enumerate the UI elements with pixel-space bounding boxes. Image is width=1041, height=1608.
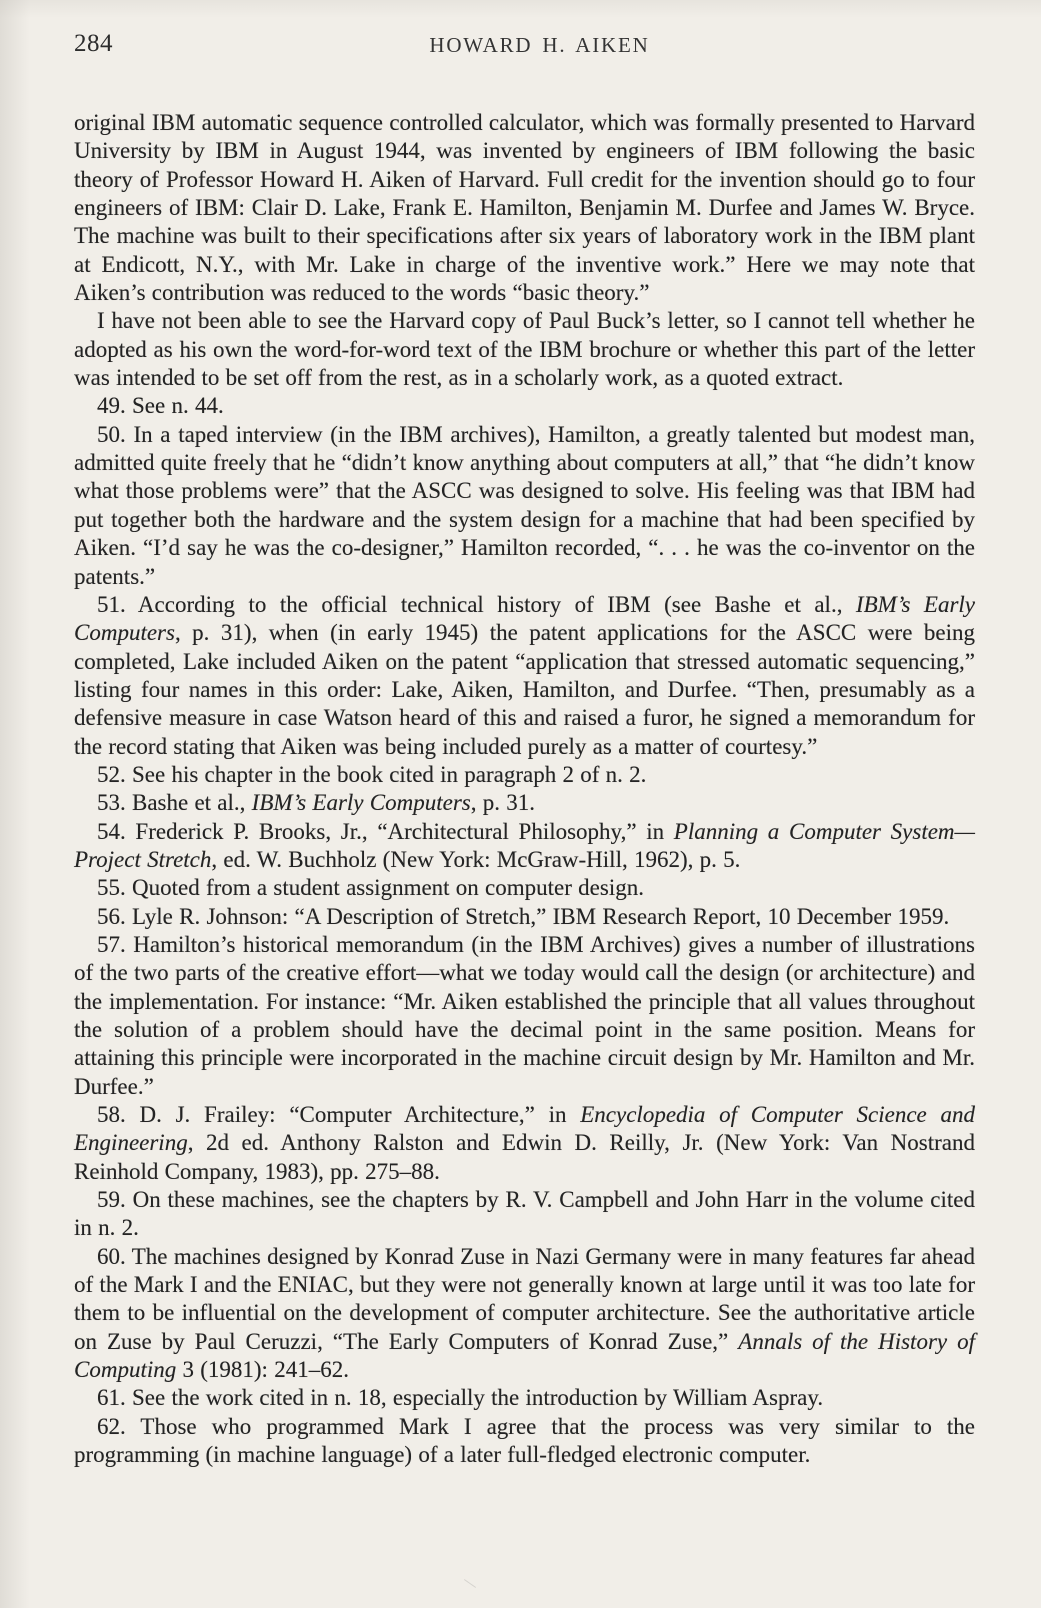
intro-continuation-paragraph (74, 109, 975, 307)
note-59 (74, 1186, 975, 1243)
text-run: 60. The machines designed by Konrad Zuse in Nazi Germany were in many features far ahead of the Mark I and the ENIAC, but they were not generally known at large until it was too late for them to be influential on the development of computer architecture. See the authoritative article on Zuse by Paul Ceruzzi, “The Early Computers of Konrad Zuse,” (74, 1243, 975, 1354)
text-run: 56. Lyle R. Johnson: “A Description of Stretch,” IBM Research Report, 10 December 1959. (97, 903, 950, 929)
note-56 (74, 903, 975, 931)
note-62 (74, 1413, 975, 1470)
italic-title-text: Annals of the History of Computing (74, 1328, 975, 1383)
text-run: 55. Quoted from a student assignment on computer design. (97, 875, 644, 901)
note-49 (74, 392, 975, 420)
text-run: 58. D. J. Frailey: “Computer Architecture,” in (97, 1102, 581, 1128)
text-run: 54. Frederick P. Brooks, Jr., “Architectural Philosophy,” in (97, 818, 674, 844)
italic-title-text: Planning a Computer System—Project Stretch (74, 818, 975, 872)
italic-title-text: Encyclopedia of Computer Science and Engineering (74, 1102, 975, 1156)
note-55 (74, 874, 975, 902)
text-run: 50. In a taped interview (in the IBM archives), Hamilton, a greatly talented but modest man, admitted quite freely that he “didn’t know anything about computers at all,” that “he didn’t know what those problems were” that the ASCC was designed to solve. His feeling was that IBM had put together both the hardware and the system design for a machine that had been specified by Aiken. “I’d say he was the co-designer,” Hamilton recorded, “. . . he was the co-inventor on the patents.” (74, 421, 975, 589)
text-run: original IBM automatic sequence controlled calculator, which was formally presented to Harvard University by IBM in August 1944, was invented by engineers of IBM following the basic theory of Professor Howard H. Aiken of Harvard. Full credit for the invention should go to four engineers of IBM: Clair D. Lake, Frank E. Hamilton, Benjamin M. Durfee and James W. Bryce. The machine was built to their specifications after six years of laboratory work in the IBM plant at Endicott, N.Y., with Mr. Lake in charge of the inventive work.” Here we may note that Aiken’s contribution was reduced to the words “basic theory.” (74, 110, 975, 306)
note-52 (74, 761, 975, 789)
text-run: I have not been able to see the Harvard copy of Paul Buck’s letter, so I cannot tell whether he adopted as his own the word-for-word text of the IBM brochure or whether this part of the letter was intended to be set off from the rest, as in a scholarly work, as a quoted extract. (74, 308, 975, 391)
note-61 (74, 1384, 975, 1412)
page-number: 284 (74, 30, 113, 57)
page-body (74, 109, 975, 1470)
scan-artifact (464, 1579, 476, 1588)
note-60 (74, 1243, 975, 1385)
italic-title-text: IBM’s Early Computers (74, 591, 975, 646)
text-run: , ed. W. Buchholz (New York: McGraw-Hill, 1962), p. 5. (211, 846, 741, 872)
text-run: 57. Hamilton’s historical memorandum (in the IBM Archives) gives a number of illustrations of the two parts of the creative effort—what we today would call the design (or architecture) and the implementation. For instance: “Mr. Aiken established the principle that all values throughout the solution of a problem should have the decimal point in the same position. Means for attaining this principle were incorporated in the machine circuit design by Mr. Hamilton and Mr. Durfee.” (74, 931, 975, 1099)
note-58 (74, 1101, 975, 1186)
text-run: 61. See the work cited in n. 18, especially the introduction by William Aspray. (97, 1385, 824, 1411)
text-run: 3 (1981): 241–62. (176, 1357, 349, 1383)
running-head: HOWARD H. AIKEN (429, 33, 650, 57)
text-run: , p. 31), when (in early 1945) the patent applications for the ASCC were being completed, Lake included Aiken on the patent “application that stressed automatic sequencing,” listing four names in this order: Lake, Aiken, Hamilton, and Durfee. “Then, presumably as a defensive measure in case Watson heard of this and raised a furor, he signed a memorandum for the record stating that Aiken was being included purely as a matter of courtesy.” (74, 620, 975, 759)
page-header (74, 30, 975, 62)
note-51 (74, 591, 975, 761)
italic-title-text: IBM’s Early Computers (251, 790, 471, 816)
text-run: , p. 31. (470, 790, 535, 816)
text-run: , 2d ed. Anthony Ralston and Edwin D. Reilly, Jr. (New York: Van Nostrand Reinhold Company, 1983), pp. 275–88. (74, 1130, 975, 1184)
text-run: 59. On these machines, see the chapters by R. V. Campbell and John Harr in the volume cited in n. 2. (74, 1187, 975, 1241)
note-50 (74, 421, 975, 591)
note-54 (74, 818, 975, 875)
text-run: 53. Bashe et al., (97, 790, 252, 816)
note-57 (74, 931, 975, 1101)
text-run: 62. Those who programmed Mark I agree that the process was very similar to the programming (in machine language) of a later full-fledged electronic computer. (74, 1413, 975, 1468)
text-run: 49. See n. 44. (97, 393, 224, 419)
text-run: 51. According to the official technical history of IBM (see Bashe et al., (97, 591, 856, 617)
text-run: 52. See his chapter in the book cited in paragraph 2 of n. 2. (97, 761, 647, 787)
paragraph-harvard-copy (74, 307, 975, 392)
note-53 (74, 789, 975, 817)
